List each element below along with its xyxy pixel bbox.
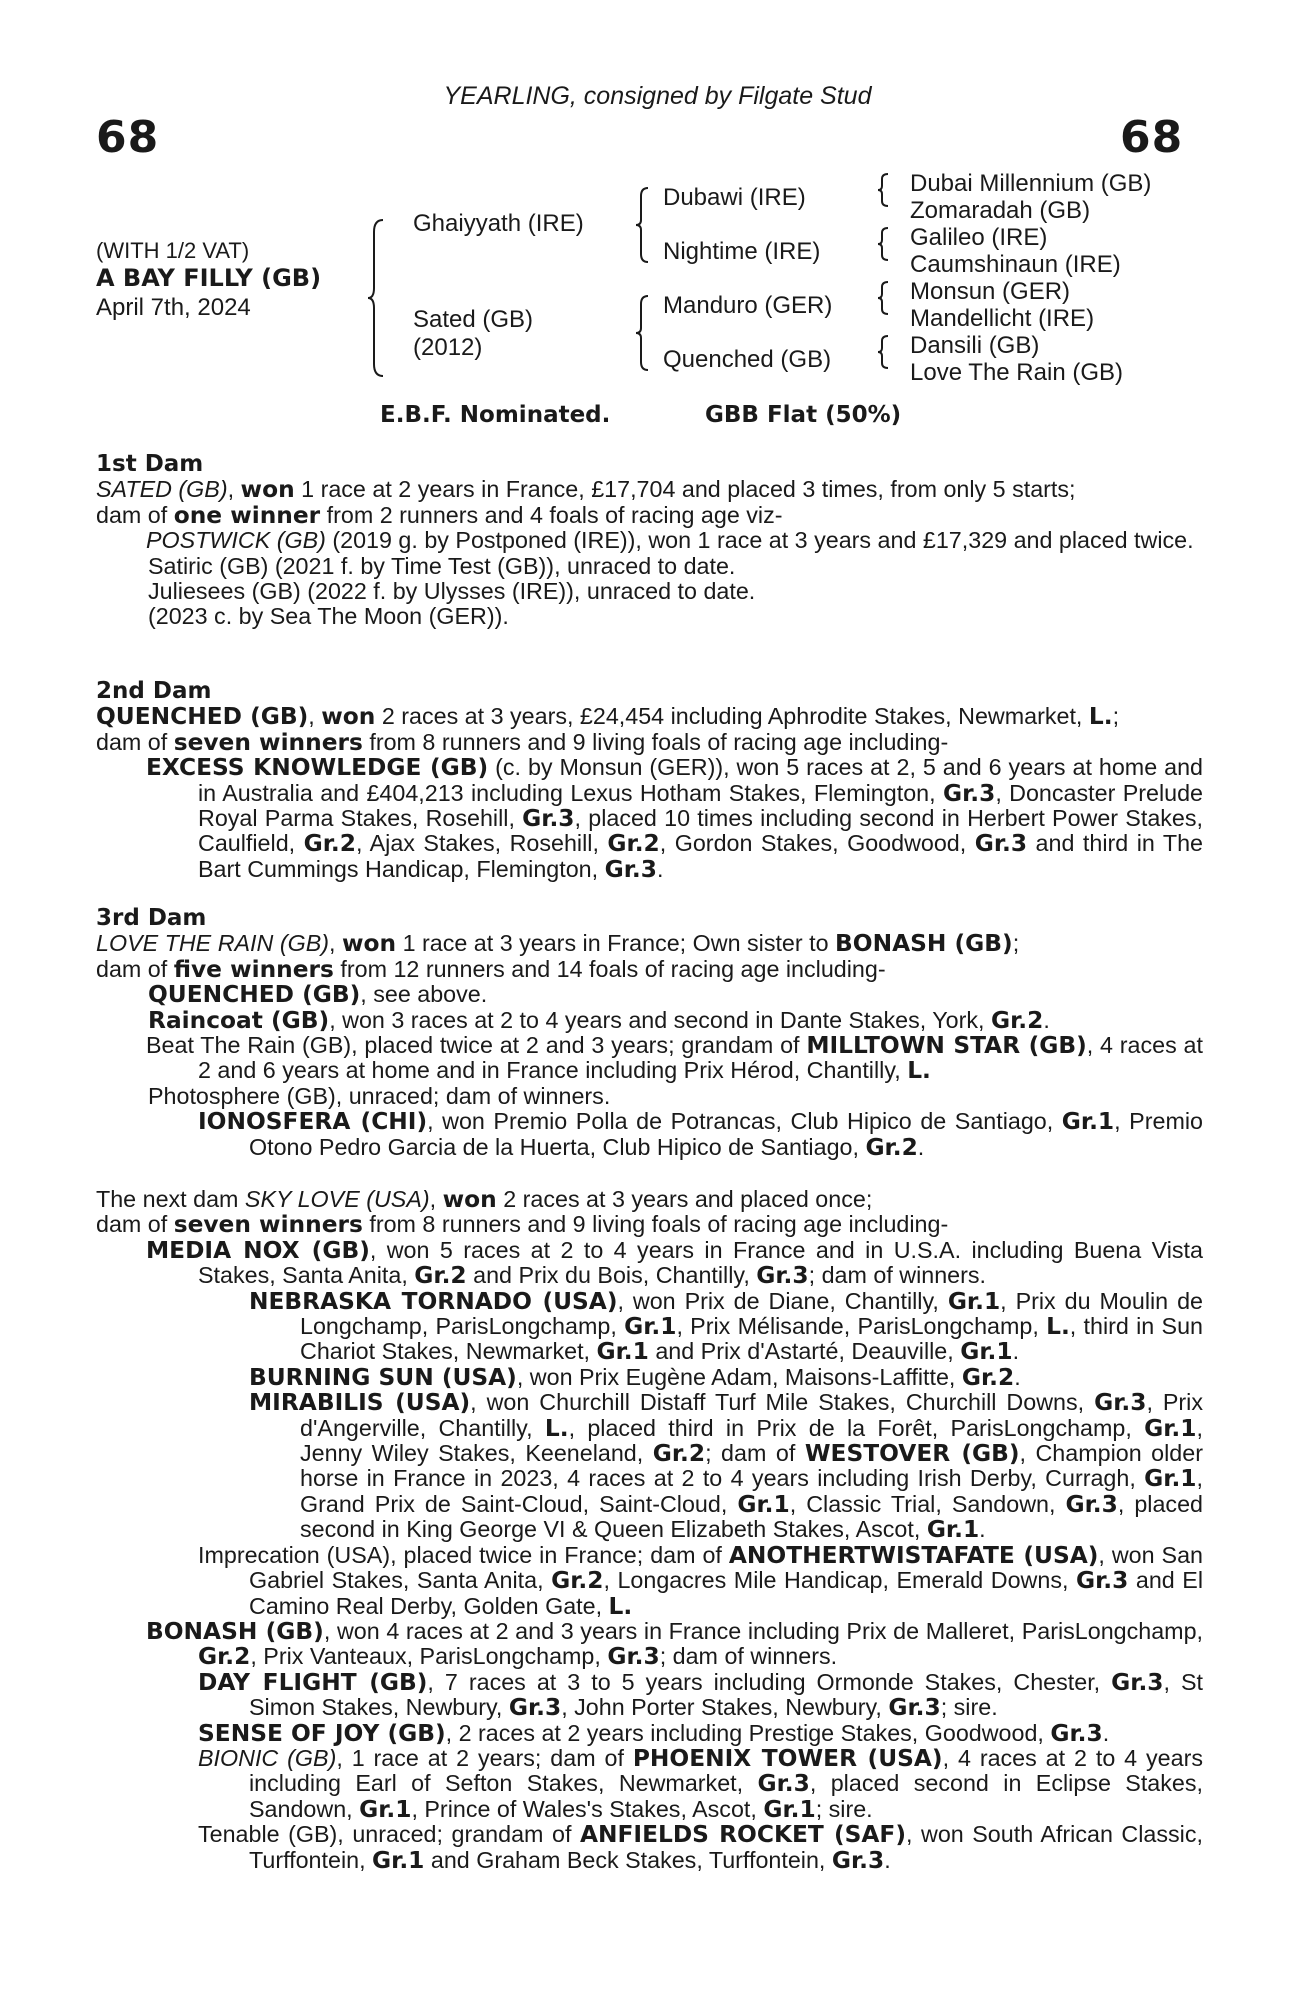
listed-label: L.: [608, 1592, 633, 1620]
dam-of-line: [96, 957, 1203, 982]
pedigree-g3-5: Mandellicht (IRE): [910, 305, 1095, 332]
dam-name: LOVE THE RAIN (GB): [96, 930, 330, 957]
grade: Gr.1: [359, 1795, 412, 1823]
produce-item: Juliesees (GB) (2022 f. by Ulysses (IRE)), unraced to date.: [148, 578, 756, 605]
produce-name: EXCESS KNOWLEDGE (GB): [146, 754, 489, 782]
lot-number-left: 68: [96, 112, 160, 163]
grade: Gr.1: [763, 1795, 816, 1823]
pedigree-g3-6: Dansili (GB): [910, 332, 1040, 359]
text: 2 races at 3 years, £24,454 including Aphrodite Stakes, Newmarket,: [375, 703, 1089, 730]
produce-name: IONOSFERA (CHI): [198, 1108, 428, 1136]
text: from 8 runners and 9 living foals of racing age including-: [362, 728, 949, 755]
produce-item: [96, 1008, 1203, 1033]
text: .: [656, 855, 664, 882]
dam-record: QUENCHED (GB), won 2 races at 3 years, £24,454 including Aphrodite Stakes, Newmarket, L.;: [96, 703, 1120, 731]
grade: Gr.2: [961, 1363, 1015, 1391]
lot-number-right: 68: [1120, 112, 1184, 163]
produce-item: [96, 1721, 1203, 1746]
text: and Prix d'Astarté, Deauville,: [648, 1338, 961, 1365]
dam-record: SATED (GB), won 1 race at 2 years in France, £17,704 and placed 3 times, from only 5 starts;: [96, 476, 1076, 504]
text: ; dam of: [705, 1440, 805, 1467]
text: dam of: [96, 728, 174, 755]
pedigree-dam: Sated (GB): [413, 306, 534, 333]
produce-text: (2019 g. by Postponed (IRE)), won 1 race at 3 years and £17,329 and placed twice.: [325, 527, 1194, 554]
pedigree-sire: Ghaiyyath (IRE): [413, 210, 584, 237]
pedigree-g3-4: Monsun (GER): [910, 278, 1071, 305]
produce-item: [96, 1670, 1203, 1721]
horse-name: A BAY FILLY (GB): [96, 264, 322, 292]
text: Beat The Rain (GB), placed twice at 2 and 3 years; grandam of: [146, 1032, 807, 1059]
produce-name: MIRABILIS (USA): [249, 1389, 471, 1417]
grade: Gr.3: [1050, 1719, 1103, 1747]
grade: Gr.1: [1061, 1108, 1115, 1136]
produce-item: Photosphere (GB), unraced; dam of winners.: [148, 1082, 611, 1109]
produce-name: ANFIELDS ROCKET (SAF): [579, 1821, 906, 1849]
text: , Prix Mélisande, ParisLongchamp,: [676, 1313, 1047, 1340]
grade: Gr.1: [624, 1313, 677, 1341]
produce-item: [96, 982, 1203, 1007]
next-dam-section: [96, 1187, 1203, 1873]
text: ; sire.: [940, 1694, 998, 1721]
record-text: 1 race at 2 years in France, £17,704 and placed 3 times, from only 5 starts;: [294, 476, 1076, 503]
winners-count: seven winners: [173, 1211, 363, 1239]
produce-item: [96, 528, 1203, 553]
produce-name: PHOENIX TOWER (USA): [632, 1744, 943, 1772]
won-label: won: [321, 703, 376, 731]
pedigree-g3-1: Zomaradah (GB): [910, 197, 1091, 224]
text: The next dam: [96, 1186, 245, 1212]
produce-name: Raincoat (GB): [148, 1006, 330, 1034]
pedigree-brace-dam: [634, 294, 650, 372]
grade: Gr.2: [652, 1440, 706, 1468]
text: , Prince of Wales's Stakes, Ascot,: [411, 1795, 764, 1822]
produce-name: DAY FLIGHT (GB): [198, 1668, 428, 1696]
sister-name: BONASH (GB): [835, 930, 1013, 958]
pedigree-brace-g3-3: [876, 280, 890, 316]
produce-item: [96, 1238, 1203, 1289]
pedigree-brace-g3-2: [876, 226, 890, 262]
grade: Gr.1: [960, 1338, 1013, 1366]
text: and Prix du Bois, Chantilly,: [466, 1262, 757, 1289]
grade: Gr.3: [508, 1694, 562, 1722]
pedigree-g3-0: Dubai Millennium (GB): [910, 170, 1152, 197]
text: , Champion older horse in France in 2023, 4 races at 2 to 4 years including Irish Derby, Curragh,: [300, 1440, 1203, 1492]
dam-record: [96, 1187, 1203, 1212]
produce-name: BIONIC (GB): [198, 1744, 337, 1771]
text: , won South African Classic, Turffontein,: [249, 1821, 1203, 1873]
text: ,: [429, 1186, 443, 1212]
vat-note: (WITH 1/2 VAT): [96, 238, 250, 263]
produce-item: [96, 1033, 1203, 1084]
produce-name: MILLTOWN STAR (GB): [806, 1032, 1087, 1060]
text: ; sire.: [815, 1795, 873, 1822]
text: dam of: [96, 501, 174, 528]
grade: Gr.1: [947, 1287, 1001, 1315]
dam-name: SATED (GB): [96, 476, 228, 503]
produce-item: [96, 1543, 1203, 1619]
grade: Gr.2: [198, 1643, 251, 1671]
grade: Gr.2: [414, 1262, 467, 1290]
pedigree-sire-sire: Dubawi (IRE): [663, 184, 806, 211]
grade: Gr.2: [303, 830, 356, 858]
listed-label: L.: [544, 1414, 569, 1442]
grade: Gr.3: [888, 1694, 941, 1722]
grade: Gr.3: [756, 1262, 809, 1290]
grade: Gr.3: [1076, 1567, 1129, 1595]
text: .: [884, 1846, 891, 1873]
grade: Gr.3: [1065, 1490, 1118, 1518]
winners-count: one winner: [173, 501, 321, 529]
foaling-date: April 7th, 2024: [96, 294, 251, 321]
dam-of-line: [96, 1212, 1203, 1237]
text: , placed 10 times including second in Herbert Power Stakes, Caulfield,: [198, 805, 1203, 857]
text: , placed third in Prix de la Forêt, ParisLongchamp,: [568, 1414, 1145, 1441]
text: and Graham Beck Stakes, Turffontein,: [424, 1846, 832, 1873]
text: , 4 races at 2 and 6 years at home and in France including Prix Hérod, Chantilly,: [198, 1032, 1203, 1084]
text: ,: [329, 930, 342, 957]
dam-of-line: [96, 503, 1203, 528]
grade: Gr.3: [974, 830, 1028, 858]
dam-record: [96, 931, 1203, 956]
pedigree-brace-g3-4: [876, 334, 890, 370]
grade: Gr.1: [372, 1846, 425, 1874]
produce-name: NEBRASKA TORNADO (USA): [249, 1287, 618, 1315]
text: .: [917, 1133, 925, 1160]
produce-name: BURNING SUN (USA): [249, 1363, 517, 1391]
produce-item: [96, 1746, 1203, 1822]
produce-item: Satiric (GB) (2021 f. by Time Test (GB)), unraced to date.: [148, 552, 736, 579]
text: , won San Gabriel Stakes, Santa Anita,: [249, 1541, 1203, 1594]
consignment-line: YEARLING, consigned by Filgate Stud: [443, 82, 872, 110]
text: , 4 races at 2 to 4 years including Earl of Sefton Stakes, Newmarket,: [249, 1744, 1203, 1797]
grade: Gr.1: [926, 1516, 980, 1544]
dam-name: QUENCHED (GB): [96, 703, 309, 731]
dam-name: SKY LOVE (USA): [244, 1186, 430, 1212]
second-dam-section: [96, 679, 1203, 882]
produce-item: [96, 755, 1203, 882]
winners-count: seven winners: [173, 728, 363, 756]
text: and El Camino Real Derby, Golden Gate,: [249, 1567, 1204, 1619]
grade: Gr.2: [607, 830, 660, 858]
text: .: [979, 1516, 986, 1543]
pedigree-dam-dam: Quenched (GB): [663, 346, 832, 373]
grade: Gr.1: [1144, 1414, 1197, 1442]
section-title: 2nd Dam: [96, 678, 212, 704]
text: , Ajax Stakes, Rosehill,: [355, 830, 608, 857]
grade: Gr.3: [757, 1770, 810, 1798]
produce-item: (2023 c. by Sea The Moon (GER)).: [148, 603, 509, 630]
gbb-flat: GBB Flat (50%): [705, 402, 902, 428]
text: , John Porter Stakes, Newbury,: [561, 1694, 889, 1721]
text: .: [1043, 1006, 1050, 1033]
grade: Gr.3: [942, 779, 996, 807]
produce-item: [96, 1822, 1203, 1873]
text: , Prix d'Angerville, Chantilly,: [300, 1389, 1203, 1441]
text: ; dam of winners.: [808, 1262, 987, 1289]
text: , Longacres Mile Handicap, Emerald Downs,: [603, 1567, 1076, 1594]
text: dam of: [96, 955, 174, 982]
produce-name: POSTWICK (GB): [146, 527, 326, 554]
text: , Classic Trial, Sandown,: [789, 1490, 1066, 1517]
text: , placed second in King George VI & Queen Elizabeth Stakes, Ascot,: [300, 1490, 1203, 1543]
pedigree-g3-3: Caumshinaun (IRE): [910, 251, 1121, 278]
text: Tenable (GB), unraced; grandam of: [198, 1821, 580, 1848]
text: , Gordon Stakes, Goodwood,: [659, 830, 975, 857]
grade: Gr.3: [1094, 1389, 1147, 1417]
grade: Gr.2: [551, 1567, 604, 1595]
text: ;: [1012, 930, 1020, 957]
grade: Gr.3: [522, 805, 575, 833]
text: , won 4 races at 2 and 3 years in France including Prix de Malleret, ParisLongchamp,: [323, 1617, 1204, 1644]
grade: Gr.3: [604, 855, 657, 883]
produce-item: [96, 1289, 1203, 1365]
text: , won Premio Polla de Potrancas, Club Hipico de Santiago,: [427, 1108, 1062, 1135]
text: .: [1102, 1719, 1110, 1746]
text: , placed second in Eclipse Stakes, Sandown,: [249, 1770, 1203, 1822]
text: , St Simon Stakes, Newbury,: [249, 1668, 1204, 1721]
text: , 1 race at 2 years; dam of: [336, 1744, 633, 1771]
won-label: won: [240, 476, 295, 504]
winners-count: five winners: [173, 955, 334, 983]
produce-name: WESTOVER (GB): [804, 1440, 1020, 1468]
text: , see above.: [360, 981, 488, 1008]
text: , won Churchill Distaff Turf Mile Stakes, Churchill Downs,: [470, 1389, 1095, 1416]
pedigree-brace-g3-1: [876, 172, 890, 208]
grade: Gr.1: [737, 1490, 790, 1518]
text: from 12 runners and 14 foals of racing age including-: [333, 955, 886, 982]
third-dam-section: [96, 906, 1203, 1160]
text: 1 race at 3 years in France; Own sister to: [396, 930, 836, 957]
text: , Premio Otono Pedro Garcia de la Huerta, Club Hipico de Santiago,: [249, 1108, 1203, 1160]
text: and third in The Bart Cummings Handicap, Flemington,: [198, 830, 1204, 882]
grade: Gr.2: [990, 1006, 1044, 1034]
ebf-nomination: E.B.F. Nominated.: [380, 402, 611, 428]
produce-name: QUENCHED (GB): [148, 981, 361, 1009]
text: , third in Sun Chariot Stakes, Newmarket,: [300, 1313, 1203, 1365]
produce-item: [96, 1109, 1203, 1160]
first-dam-section: [96, 452, 1203, 630]
section-title: 1st Dam: [96, 451, 204, 477]
pedigree-g3-7: Love The Rain (GB): [910, 359, 1123, 386]
text: , Prix Vanteaux, ParisLongchamp,: [250, 1643, 608, 1670]
text: , 7 races at 3 to 5 years including Ormonde Stakes, Chester,: [427, 1668, 1112, 1695]
text: , won 5 races at 2 to 4 years in France and in U.S.A. including Buena Vista Stakes, Santa Anita,: [198, 1236, 1203, 1289]
pedigree-brace-sire: [634, 186, 650, 264]
text: , Doncaster Prelude Royal Parma Stakes, Rosehill,: [198, 779, 1203, 832]
text: , won Prix Eugène Adam, Maisons-Laffitte,: [516, 1363, 962, 1390]
produce-name: MEDIA NOX (GB): [146, 1236, 370, 1264]
produce-name: SENSE OF JOY (GB): [198, 1719, 446, 1747]
produce-item: [96, 1365, 1203, 1390]
produce-item: [96, 1390, 1203, 1542]
grade: Gr.1: [596, 1338, 649, 1366]
produce-item: [96, 1619, 1203, 1670]
text: .: [1012, 1338, 1020, 1365]
pedigree-dam-year: (2012): [413, 334, 483, 361]
text: , 2 races at 2 years including Prestige Stakes, Goodwood,: [445, 1719, 1051, 1746]
text: , Prix du Moulin de Longchamp, ParisLongchamp,: [300, 1287, 1203, 1340]
pedigree-g3-2: Galileo (IRE): [910, 224, 1048, 251]
text: from 2 runners and 4 foals of racing age viz-: [320, 501, 783, 528]
section-title: 3rd Dam: [96, 905, 207, 931]
listed-label: L.: [907, 1057, 931, 1085]
text: 2 races at 3 years and placed once;: [496, 1186, 873, 1212]
text: , Jenny Wiley Stakes, Keeneland,: [300, 1414, 1203, 1467]
produce-name: BONASH (GB): [146, 1617, 324, 1645]
grade: Gr.2: [865, 1133, 918, 1161]
text: .: [1014, 1363, 1021, 1390]
dam-of-line: [96, 730, 1203, 755]
grade: Gr.3: [1111, 1668, 1164, 1696]
produce-name: ANOTHERTWISTAFATE (USA): [728, 1541, 1099, 1569]
text: , won Prix de Diane, Chantilly,: [617, 1287, 948, 1314]
pedigree-brace-gen1: [366, 218, 386, 378]
text: , Grand Prix de Saint-Cloud, Saint-Cloud,: [300, 1465, 1203, 1517]
pedigree-sire-dam: Nightime (IRE): [663, 238, 821, 265]
text: Imprecation (USA), placed twice in France; dam of: [198, 1541, 729, 1568]
won-label: won: [442, 1186, 497, 1213]
text: dam of: [96, 1211, 174, 1238]
text: , won 3 races at 2 to 4 years and second in Dante Stakes, York,: [329, 1006, 991, 1033]
text: ; dam of winners.: [659, 1643, 838, 1670]
grade: Gr.3: [831, 1846, 885, 1874]
won-label: won: [341, 930, 397, 958]
text: from 8 runners and 9 living foals of racing age including-: [362, 1211, 949, 1238]
listed-label: L.: [1088, 703, 1113, 731]
listed-label: L.: [1046, 1313, 1070, 1341]
text: (c. by Monsun (GER)), won 5 races at 2, 5 and 6 years at home and in Australia and £404,213 including Lexus Hotham Stakes, Flemington,: [198, 754, 1203, 806]
grade: Gr.3: [607, 1643, 660, 1671]
grade: Gr.1: [1144, 1465, 1197, 1493]
text: ;: [1112, 703, 1120, 730]
pedigree-dam-sire: Manduro (GER): [663, 292, 833, 319]
